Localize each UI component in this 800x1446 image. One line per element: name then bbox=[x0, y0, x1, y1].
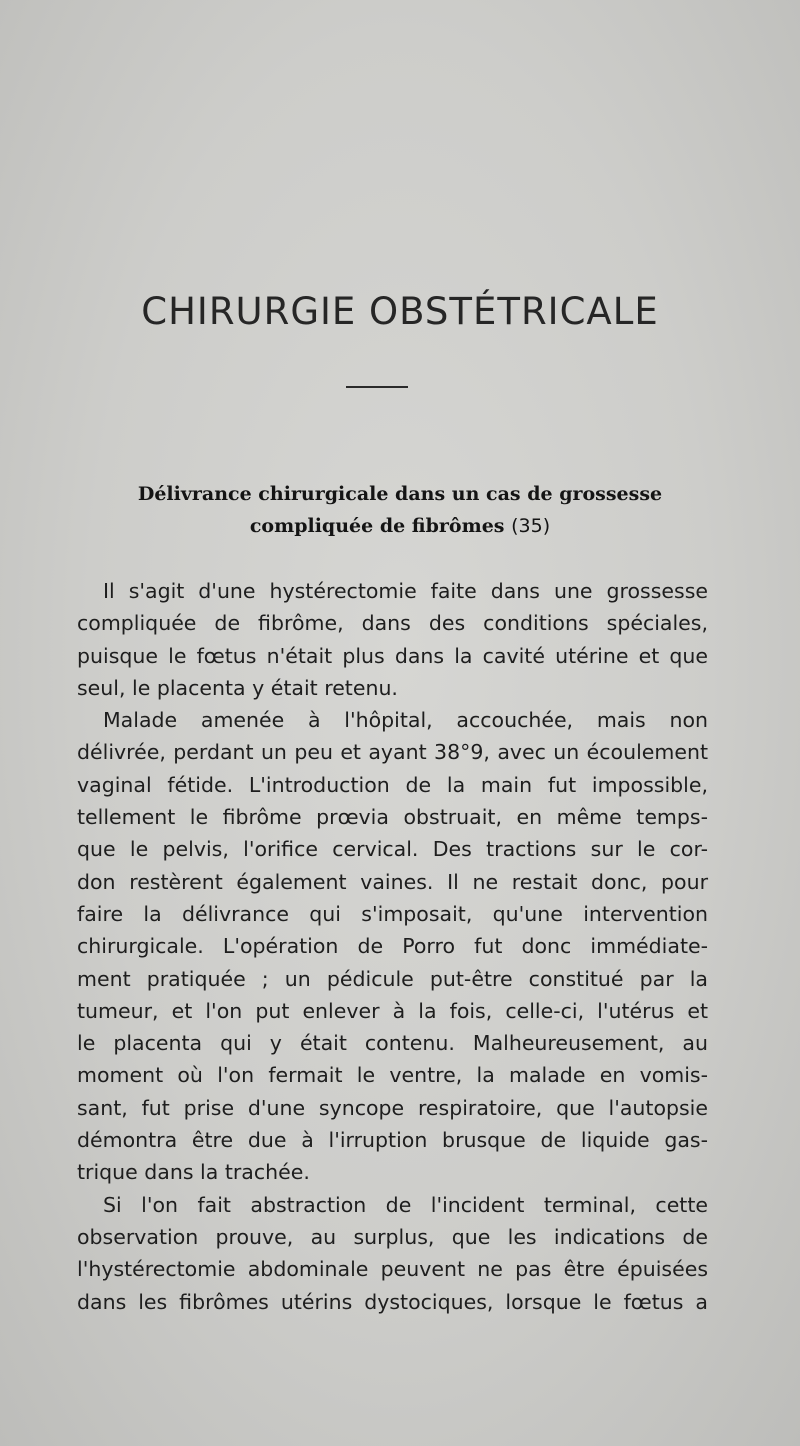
text-line: dans les fibrômes utérins dystociques, lorsque le fœtus a bbox=[77, 1289, 708, 1314]
paragraph-2 bbox=[77, 704, 708, 1188]
article-title-line-1: Délivrance chirurgicale dans un cas de grossesse bbox=[137, 483, 663, 505]
article-title bbox=[60, 478, 740, 542]
text-line: chirurgicale. L'opération de Porro fut donc immédiate- bbox=[77, 934, 708, 959]
text-line: tellement le fibrôme prœvia obstruait, en même temps- bbox=[77, 805, 708, 830]
article-title-line-2-text: compliquée de fibrômes bbox=[249, 515, 505, 537]
section-heading: CHIRURGIE OBSTÉTRICALE bbox=[141, 290, 659, 333]
text-line: tumeur, et l'on put enlever à la fois, celle-ci, l'utérus et bbox=[77, 998, 708, 1023]
text-line: vaginal fétide. L'introduction de la main fut impossible, bbox=[77, 772, 708, 797]
article-reference: (35) bbox=[511, 515, 551, 537]
article-title-line-2 bbox=[60, 510, 740, 542]
text-line: faire la délivrance qui s'imposait, qu'une intervention bbox=[77, 901, 708, 926]
text-line: Il s'agit d'une hystérectomie faite dans une grossesse bbox=[103, 579, 708, 603]
text-line: don restèrent également vaines. Il ne restait donc, pour bbox=[77, 869, 708, 894]
text-line: puisque le fœtus n'était plus dans la cavité utérine et que bbox=[77, 643, 708, 668]
text-line: démontra être due à l'irruption brusque de liquide gas- bbox=[77, 1128, 708, 1153]
text-line: Malade amenée à l'hôpital, accouchée, mais non bbox=[103, 708, 708, 733]
heading-rule bbox=[346, 386, 408, 388]
paragraph-3 bbox=[77, 1189, 708, 1318]
text-line: l'hystérectomie abdominale peuvent ne pas être épuisées bbox=[77, 1257, 708, 1282]
text-line: que le pelvis, l'orifice cervical. Des tractions sur le cor- bbox=[77, 837, 708, 862]
text-line: trique dans la trachée. bbox=[77, 1160, 310, 1185]
text-line: moment où l'on fermait le ventre, la malade en vomis- bbox=[77, 1063, 708, 1088]
article-body bbox=[77, 575, 708, 1318]
text-line: le placenta qui y était contenu. Malheureusement, au bbox=[77, 1031, 708, 1056]
paragraph-1 bbox=[77, 575, 708, 704]
text-line: délivrée, perdant un peu et ayant 38°9, avec un écoulement bbox=[77, 740, 708, 765]
text-line: Si l'on fait abstraction de l'incident terminal, cette bbox=[103, 1192, 708, 1217]
text-line: seul, le placenta y était retenu. bbox=[77, 675, 398, 700]
text-line: compliquée de fibrôme, dans des conditions spéciales, bbox=[77, 611, 708, 636]
text-line: observation prouve, au surplus, que les indications de bbox=[77, 1224, 708, 1249]
text-line: ment pratiquée ; un pédicule put-être constitué par la bbox=[77, 966, 708, 991]
text-line: sant, fut prise d'une syncope respiratoire, que l'autopsie bbox=[77, 1095, 708, 1120]
